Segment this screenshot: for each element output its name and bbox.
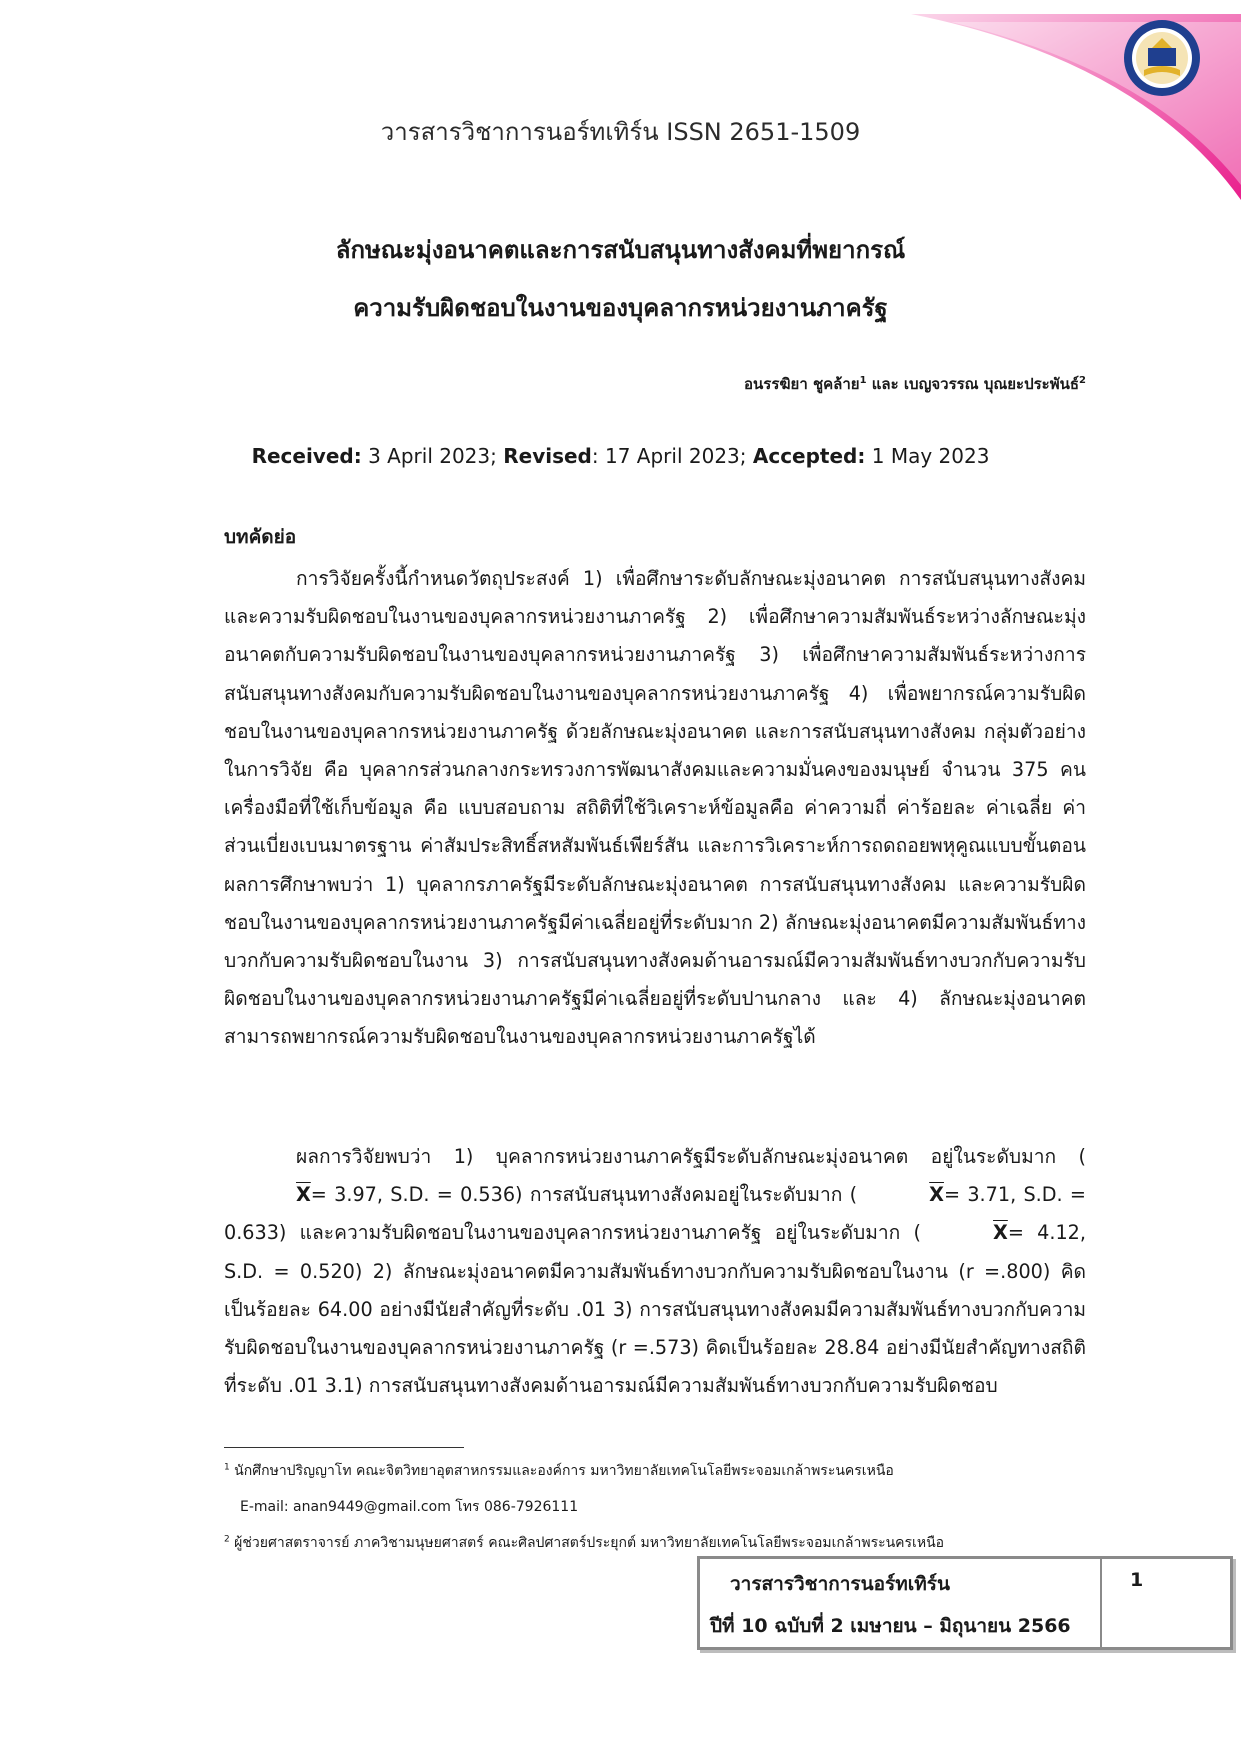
footnote-1-email: E-mail: anan9449@gmail.com โทร 086-7926111	[240, 1499, 579, 1515]
author-conjunction: และ	[866, 375, 904, 393]
author-1: อนรรฆิยา ชูคล้าย	[744, 375, 860, 393]
received-label: Received:	[251, 444, 362, 468]
author-1-footnote-mark: 1	[859, 375, 867, 386]
article-title-line2: ความรับผิดชอบในงานของบุคลากรหน่วยงานภาครัฐ	[353, 294, 888, 322]
footnote-1	[224, 1460, 894, 1482]
results-text-b: = 3.97, S.D. = 0.536) การสนับสนุนทางสังคมอยู่ในระดับมาก (	[310, 1183, 858, 1207]
results-text-d: = 4.12, S.D. = 0.520) 2) ลักษณะมุ่งอนาคตมีความสัมพันธ์ทางบวกกับความรับผิดชอบในงาน (r =.800) คิดเป็นร้อยละ 64.00 อย่างมีนัยสำคัญที่ระดับ .01 3) การสนับสนุนทางสังคมมีความสัมพันธ์ทางบวกกับความรับผิดชอบในงานของบุคลากรหน่วยงานภาครัฐ (r =.573) คิดเป็นร้อยละ 28.84 อย่างมีนัยสำคัญทางสถิติที่ระดับ .01 3.1) การสนับสนุนทางสังคมด้านอารมณ์มีความสัมพันธ์ทางบวกกับความรับผิดชอบ	[224, 1221, 1086, 1398]
footnote-divider	[224, 1447, 464, 1448]
submission-dates	[0, 444, 1241, 468]
abstract-heading: บทคัดย่อ	[224, 526, 297, 548]
author-2-footnote-mark: 2	[1079, 375, 1086, 386]
abstract-paragraph-1: การวิจัยครั้งนี้กำหนดวัตถุประสงค์ 1) เพื่อศึกษาระดับลักษณะมุ่งอนาคต การสนับสนุนทางสังคม และความรับผิดชอบในงานของบุคลากรหน่วยงานภาครัฐ 2) เพื่อศึกษาความสัมพันธ์ระหว่างลักษณะมุ่งอนาคตกับความรับผิดชอบในงานของบุคลากรหน่วยงานภาครัฐ 3) เพื่อศึกษาความสัมพันธ์ระหว่างการสนับสนุนทางสังคมกับความรับผิดชอบในงานของบุคลากรหน่วยงานภาครัฐ 4) เพื่อพยากรณ์ความรับผิดชอบในงานของบุคลากรหน่วยงานภาครัฐ ด้วยลักษณะมุ่งอนาคต และการสนับสนุนทางสังคม กลุ่มตัวอย่างในการวิจัย คือ บุคลากรส่วนกลางกระทรวงการพัฒนาสังคมและความมั่นคงของมนุษย์ จำนวน 375 คน เครื่องมือที่ใช้เก็บข้อมูล คือ แบบสอบถาม สถิติที่ใช้วิเคราะห์ข้อมูลคือ ค่าความถี่ ค่าร้อยละ ค่าเฉลี่ย ค่าส่วนเบี่ยงเบนมาตรฐาน ค่าสัมประสิทธิ์สหสัมพันธ์เพียร์สัน และการวิเคราะห์การถดถอยพหุคูณแบบขั้นตอน ผลการศึกษาพบว่า 1) บุคลากรภาครัฐมีระดับลักษณะมุ่งอนาคต การสนับสนุนทางสังคม และความรับผิดชอบในงานของบุคลากรหน่วยงานภาครัฐมีค่าเฉลี่ยอยู่ที่ระดับมาก 2) ลักษณะมุ่งอนาคตมีความสัมพันธ์ทางบวกกับความรับผิดชอบในงาน 3) การสนับสนุนทางสังคมด้านอารมณ์มีความสัมพันธ์ทางบวกกับความรับผิดชอบในงานของบุคลากรหน่วยงานภาครัฐมีค่าเฉลี่ยอยู่ที่ระดับปานกลาง และ 4) ลักษณะมุ่งอนาคตสามารถพยากรณ์ความรับผิดชอบในงานของบุคลากรหน่วยงานภาครัฐได้	[224, 567, 1086, 1049]
footer-divider	[1100, 1559, 1102, 1647]
revised-label: Revised	[503, 444, 592, 468]
results-text-c: = 3.71, S.D. = 0.633) และความรับผิดชอบในงานของบุคลากรหน่วยงานภาครัฐ อยู่ในระดับมาก (	[224, 1183, 1086, 1245]
accepted-label: Accepted:	[752, 444, 866, 468]
footnote-2-text: ผู้ช่วยศาสตราจารย์ ภาควิชามนุษยศาสตร์ คณะศิลปศาสตร์ประยุกต์ มหาวิทยาลัยเทคโนโลยีพระจอมเกล้าพระนครเหนือ	[229, 1535, 945, 1551]
authors	[744, 372, 1086, 396]
footnote-1-text: นักศึกษาปริญญาโท คณะจิตวิทยาอุตสาหกรรมและองค์การ มหาวิทยาลัยเทคโนโลยีพระจอมเกล้าพระนครเหนือ	[229, 1463, 894, 1479]
received-date: 3 April 2023;	[361, 444, 504, 468]
footnote-2	[224, 1532, 944, 1554]
footer-journal-name: วารสารวิชาการนอร์ทเทิร์น	[730, 1573, 950, 1595]
accepted-date: 1 May 2023	[865, 444, 990, 468]
footer-issue: ปีที่ 10 ฉบับที่ 2 เมษายน – มิถุนายน 2566	[710, 1615, 1071, 1637]
author-2: เบญจวรรณ บุณยะประพันธ์	[903, 375, 1080, 393]
results-text-a: ผลการวิจัยพบว่า 1) บุคลากรหน่วยงานภาครัฐมีระดับลักษณะมุ่งอนาคต อยู่ในระดับมาก (	[296, 1145, 1086, 1168]
abstract-paragraph-2	[224, 1138, 1086, 1405]
mean-symbol: $\overline{X}$	[296, 1183, 311, 1207]
mean-symbol: $\overline{X}$	[929, 1183, 944, 1207]
page-number: 1	[1130, 1569, 1144, 1591]
footnote-2-mark: 2	[224, 1534, 230, 1545]
mean-symbol: $\overline{X}$	[993, 1221, 1008, 1245]
article-title-line1: ลักษณะมุ่งอนาคตและการสนับสนุนทางสังคมที่พยากรณ์	[335, 236, 906, 264]
college-logo	[1122, 18, 1202, 98]
footnote-1-mark: 1	[224, 1462, 230, 1473]
journal-header: วารสารวิชาการนอร์ทเทิร์น ISSN 2651-1509	[380, 118, 861, 146]
revised-date: : 17 April 2023;	[591, 444, 753, 468]
journal-footer-box	[697, 1556, 1233, 1650]
